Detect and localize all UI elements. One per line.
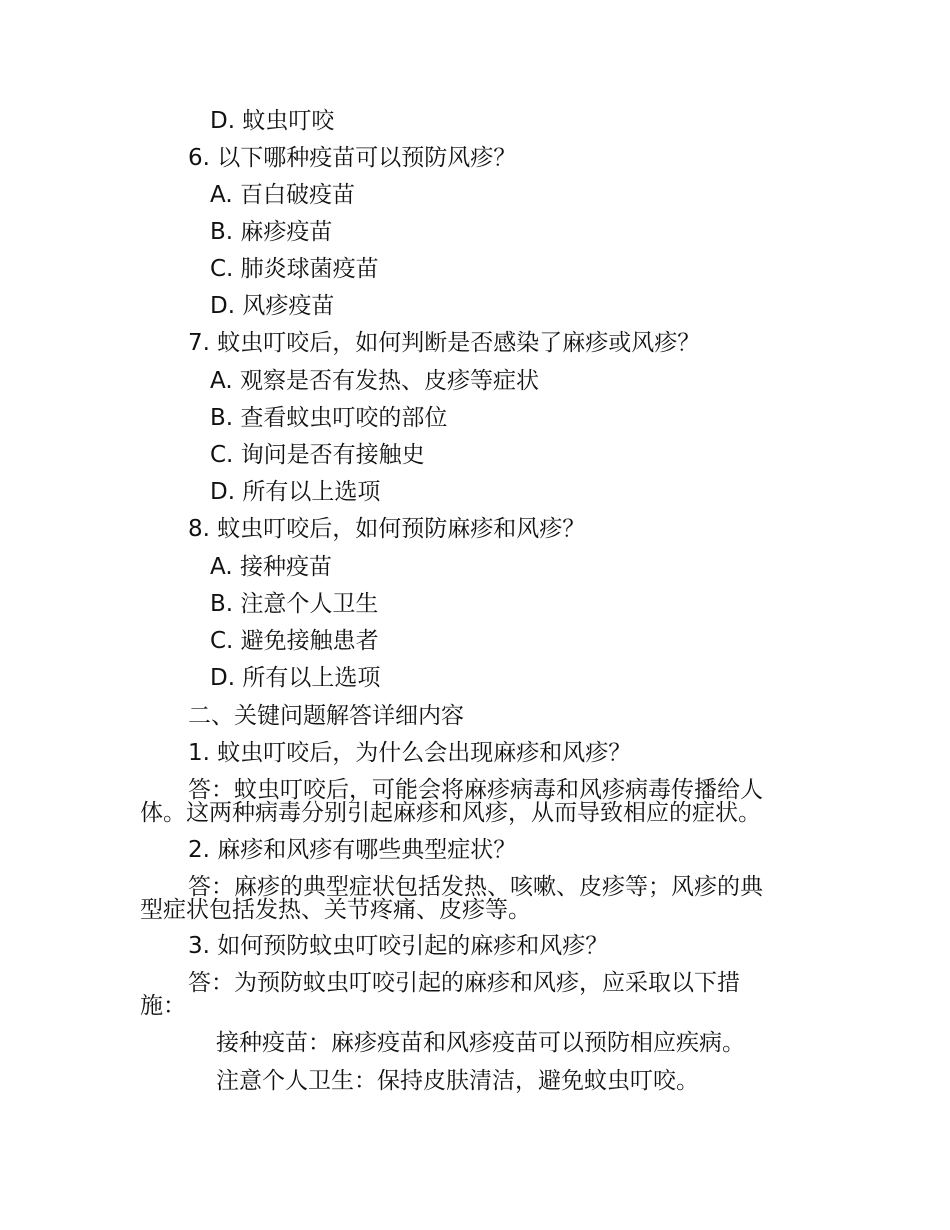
kq3-answer-line-2: 施： bbox=[140, 993, 186, 1019]
kq2-answer-line-2: 型症状包括发热、关节疼痛、皮疹等。 bbox=[140, 897, 531, 923]
q6-option-b: B. 麻疹疫苗 bbox=[210, 219, 333, 245]
q7-option-a: A. 观察是否有发热、皮疹等症状 bbox=[210, 368, 539, 394]
question-6: 6. 以下哪种疫苗可以预防风疹？ bbox=[188, 145, 517, 171]
q7-option-b: B. 查看蚊虫叮咬的部位 bbox=[210, 405, 448, 431]
q6-option-d: D. 风疹疫苗 bbox=[210, 293, 335, 319]
q8-option-b: B. 注意个人卫生 bbox=[210, 591, 379, 617]
kq3-measure-vaccination: 接种疫苗：麻疹疫苗和风疹疫苗可以预防相应疾病。 bbox=[216, 1030, 745, 1056]
question-8: 8. 蚊虫叮咬后，如何预防麻疹和风疹？ bbox=[188, 516, 586, 542]
key-question-1: 1. 蚊虫叮咬后，为什么会出现麻疹和风疹？ bbox=[188, 740, 632, 766]
q7-option-c: C. 询问是否有接触史 bbox=[210, 442, 425, 468]
key-question-3: 3. 如何预防蚊虫叮咬引起的麻疹和风疹？ bbox=[188, 933, 609, 959]
kq2-answer-line-1: 答：麻疹的典型症状包括发热、咳嗽、皮疹等；风疹的典 bbox=[188, 874, 763, 900]
q8-option-a: A. 接种疫苗 bbox=[210, 554, 332, 580]
q5-option-d: D. 蚊虫叮咬 bbox=[210, 108, 335, 134]
q8-option-c: C. 避免接触患者 bbox=[210, 628, 379, 654]
kq3-measure-hygiene: 注意个人卫生：保持皮肤清洁，避免蚊虫叮咬。 bbox=[216, 1068, 699, 1094]
kq1-answer-line-1: 答：蚊虫叮咬后，可能会将麻疹病毒和风疹病毒传播给人 bbox=[188, 777, 763, 803]
kq3-answer-line-1: 答：为预防蚊虫叮咬引起的麻疹和风疹，应采取以下措 bbox=[188, 970, 740, 996]
question-7: 7. 蚊虫叮咬后，如何判断是否感染了麻疹或风疹？ bbox=[188, 330, 701, 356]
kq1-answer-line-2: 体。这两种病毒分别引起麻疹和风疹，从而导致相应的症状。 bbox=[140, 800, 761, 826]
key-question-2: 2. 麻疹和风疹有哪些典型症状？ bbox=[188, 837, 517, 863]
q8-option-d: D. 所有以上选项 bbox=[210, 665, 381, 691]
section-2-heading: 二、关键问题解答详细内容 bbox=[188, 703, 464, 729]
q6-option-a: A. 百白破疫苗 bbox=[210, 182, 355, 208]
q6-option-c: C. 肺炎球菌疫苗 bbox=[210, 256, 379, 282]
q7-option-d: D. 所有以上选项 bbox=[210, 479, 381, 505]
